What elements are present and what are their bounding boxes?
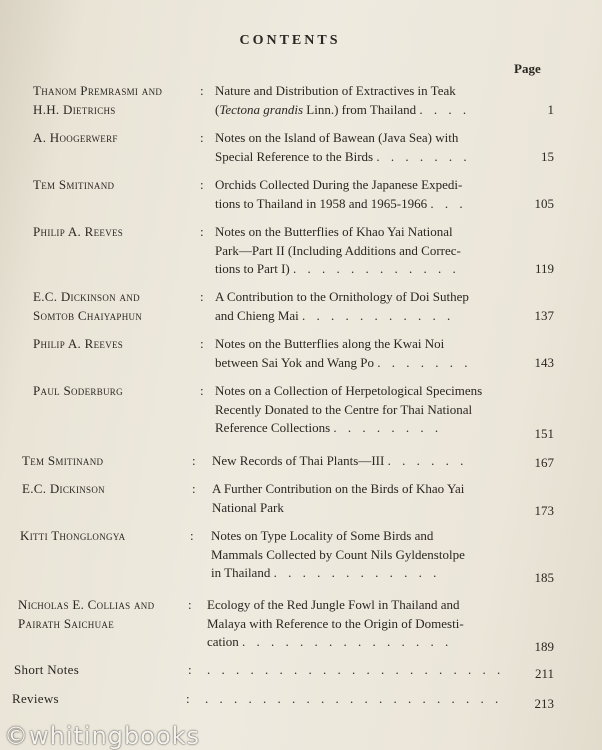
toc-title: . . . . . . . . . . . . . . . . . . . . . — [205, 691, 503, 706]
toc-title: Notes on the Island of Bawean (Java Sea) with Special Reference to the Birds . . . . . . . — [215, 130, 471, 164]
toc-page-number: 173 — [534, 503, 554, 518]
separator-colon: : — [200, 224, 204, 239]
toc-section-label: Reviews — [12, 691, 59, 706]
toc-page-number: 137 — [534, 307, 554, 323]
toc-title: Orchids Collected During the Japanese Expedi- tions to Thailand in 1958 and 1965-1966 . . . — [215, 177, 467, 211]
toc-author: Tem Smitinand — [33, 177, 115, 192]
toc-page-number: 119 — [534, 261, 554, 276]
separator-colon: : — [200, 383, 204, 398]
toc-page-number: 105 — [534, 195, 554, 211]
toc-author: Philip A. Reeves — [33, 336, 124, 351]
toc-author: E.C. Dickinson — [22, 481, 105, 496]
toc-author: A. Hoogerwerf — [33, 130, 118, 145]
separator-colon: : — [200, 289, 204, 304]
toc-author: Thanom Premrasmi and H.H. Dietrichs — [33, 83, 163, 117]
separator-colon: : — [200, 336, 204, 351]
separator-colon: : — [192, 453, 196, 468]
toc-page-number: 213 — [534, 696, 554, 711]
toc-title: Notes on a Collection of Herpetological Specimens Recently Donated to the Centre for Thai National Reference Collections . . . . . . . . — [215, 383, 483, 435]
page-title: CONTENTS — [239, 33, 341, 48]
toc-page-number: 143 — [534, 354, 554, 370]
toc-page-number: 151 — [534, 426, 554, 441]
toc-title: Nature and Distribution of Extractives in Teak (Tectona grandis Linn.) from Thailand . . . . — [215, 83, 471, 117]
separator-colon: : — [200, 130, 204, 145]
toc-author: Philip A. Reeves — [33, 224, 124, 239]
separator-colon: : — [192, 481, 196, 496]
toc-title: Notes on the Butterflies of Khao Yai National Park—Part II (Including Additions and Correc- tions to Part I) . . . . . . . . . . . . — [215, 224, 461, 276]
toc-page-number: 15 — [541, 148, 554, 164]
toc-title: . . . . . . . . . . . . . . . . . . . . . — [207, 662, 505, 677]
separator-colon: : — [190, 528, 194, 543]
separator-colon: : — [188, 662, 192, 677]
toc-title: Notes on the Butterflies along the Kwai Noi between Sai Yok and Wang Po . . . . . . . — [215, 336, 472, 370]
toc-title: Notes on Type Locality of Some Birds and Mammals Collected by Count Nils Gyldenstolpe in Thailand . . . . . . . . . . . . — [211, 528, 465, 580]
toc-page-number: 167 — [534, 455, 554, 470]
separator-colon: : — [200, 83, 204, 98]
toc-page-number: 189 — [534, 639, 554, 654]
toc-title: New Records of Thai Plants—III . . . . . . — [212, 453, 468, 468]
toc-author: Kitti Thonglongya — [20, 528, 126, 543]
toc-page-number: 1 — [547, 101, 554, 117]
toc-author: Tem Smitinand — [22, 453, 104, 468]
separator-colon: : — [188, 597, 192, 612]
toc-section-label: Short Notes — [14, 662, 80, 677]
toc-page-number: 185 — [534, 570, 554, 585]
toc-title: A Contribution to the Ornithology of Doi Suthep and Chieng Mai . . . . . . . . . . . — [215, 289, 469, 323]
separator-colon: : — [186, 691, 190, 706]
toc-author: Nicholas E. Collias and Pairath Saichuae — [18, 597, 155, 631]
page-column-header: Page — [514, 61, 541, 76]
toc-author: E.C. Dickinson and Somtob Chaiyaphun — [33, 289, 143, 323]
toc-title: A Further Contribution on the Birds of Khao Yai National Park — [212, 481, 465, 515]
toc-page-number: 211 — [534, 666, 554, 681]
watermark-logo: ©whitingbooks — [4, 722, 201, 750]
toc-title: Ecology of the Red Jungle Fowl in Thailand and Malaya with Reference to the Origin of Domesti- cation . . . . . . . . . . . . . . . — [207, 597, 464, 649]
separator-colon: : — [200, 177, 204, 192]
toc-author: Paul Soderburg — [33, 383, 123, 398]
